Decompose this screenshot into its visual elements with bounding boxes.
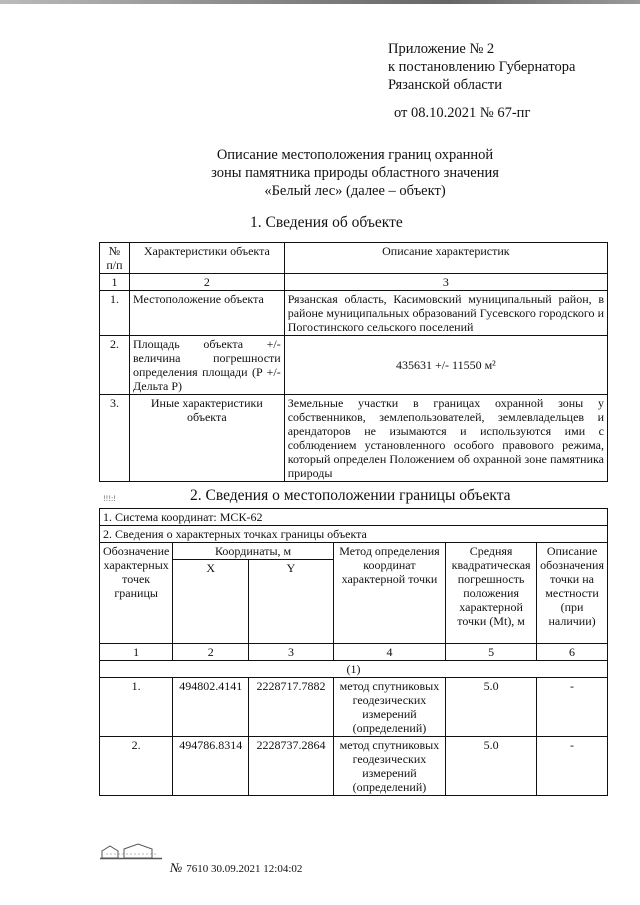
table-number-row — [100, 644, 608, 661]
point-x: 494802.4141 — [173, 678, 249, 737]
table-row — [100, 737, 608, 796]
archive-stamp-mark — [98, 842, 164, 860]
column-number: 5 — [446, 644, 537, 661]
table-number-row — [100, 274, 608, 291]
header-accuracy: Средняя квадратическая погрешность положения характерной точки (Mt), м — [446, 543, 537, 644]
section1-heading: 1. Сведения об объекте — [250, 214, 403, 231]
registration-mark — [170, 860, 302, 876]
column-number: 3 — [249, 644, 334, 661]
header-x: X — [173, 560, 249, 644]
scan-top-edge — [0, 0, 640, 4]
header-characteristic: Характеристики объекта — [129, 243, 284, 274]
column-number: 1 — [100, 644, 173, 661]
column-number: 3 — [284, 274, 607, 291]
boundary-points-table — [99, 508, 608, 796]
table-row — [100, 395, 608, 482]
row-description: Рязанская область, Касимовский муниципальный район, в районе муниципальных образований Гусевского городского и Погостинского сельского поселений — [284, 291, 607, 336]
title-line-2: зоны памятника природы областного значения — [211, 165, 499, 181]
annex-resolution: к постановлению Губернатора — [388, 59, 576, 75]
point-method: метод спутниковых геодезических измерений (определений) — [333, 737, 445, 796]
column-number: 1 — [100, 274, 130, 291]
point-description: - — [537, 737, 608, 796]
contour-number: (1) — [100, 661, 608, 678]
column-number: 4 — [333, 644, 445, 661]
header-designation: Обозначение характерных точек границы — [100, 543, 173, 644]
header-description: Описание характеристик — [284, 243, 607, 274]
table-header-row — [100, 243, 608, 274]
number-sign: № — [170, 860, 183, 875]
point-id: 1. — [100, 678, 173, 737]
header-num: № п/п — [100, 243, 130, 274]
registration-text: 7610 30.09.2021 12:04:02 — [186, 863, 303, 875]
point-accuracy: 5.0 — [446, 678, 537, 737]
point-accuracy: 5.0 — [446, 737, 537, 796]
column-number: 6 — [537, 644, 608, 661]
column-number: 2 — [173, 644, 249, 661]
coord-system-row — [100, 509, 608, 526]
subheading-row — [100, 526, 608, 543]
section2-heading: 2. Сведения о местоположении границы объекта — [190, 487, 511, 504]
annex-region: Рязанской области — [388, 77, 502, 93]
row-characteristic: Местоположение объекта — [129, 291, 284, 336]
point-method: метод спутниковых геодезических измерений (определений) — [333, 678, 445, 737]
document-title — [0, 146, 640, 200]
point-x: 494786.8314 — [173, 737, 249, 796]
title-line-3: «Белый лес» (далее – объект) — [264, 183, 446, 199]
header-y: Y — [249, 560, 334, 644]
table-row — [100, 678, 608, 737]
header-coords: Координаты, м — [173, 543, 334, 560]
point-y: 2228737.2864 — [249, 737, 334, 796]
header-method: Метод определения координат характерной точки — [333, 543, 445, 644]
row-characteristic: Площадь объекта +/- величина погрешности определения площади (P +/- Дельта P) — [129, 336, 284, 395]
point-id: 2. — [100, 737, 173, 796]
points-subheading: 2. Сведения о характерных точках границы объекта — [100, 526, 608, 543]
object-info-table — [99, 242, 608, 482]
group-row — [100, 661, 608, 678]
row-number: 1. — [100, 291, 130, 336]
column-number: 2 — [129, 274, 284, 291]
point-description: - — [537, 678, 608, 737]
header-point-description: Описание обозначения точки на местности (при наличии) — [537, 543, 608, 644]
annex-date: от 08.10.2021 № 67-пг — [394, 105, 531, 121]
point-y: 2228717.7882 — [249, 678, 334, 737]
annex-block — [388, 40, 575, 122]
row-number: 2. — [100, 336, 130, 395]
table-header-row — [100, 543, 608, 560]
title-line-1: Описание местоположения границ охранной — [216, 147, 494, 163]
annex-number: Приложение № 2 — [388, 41, 495, 57]
table-row — [100, 336, 608, 395]
page-mark: !!!:! — [103, 494, 116, 503]
row-number: 3. — [100, 395, 130, 482]
table-row — [100, 291, 608, 336]
row-characteristic: Иные характеристики объекта — [129, 395, 284, 482]
coord-system: 1. Система координат: МСК-62 — [100, 509, 608, 526]
row-description: 435631 +/- 11550 м² — [284, 336, 607, 395]
row-description: Земельные участки в границах охранной зоны у собственников, землепользователей, землевладельцев и арендаторов не изымаются и используются ими с соблюдением установленного особого правового режима, который определен Положением об охранной зоне памятника природы — [284, 395, 607, 482]
